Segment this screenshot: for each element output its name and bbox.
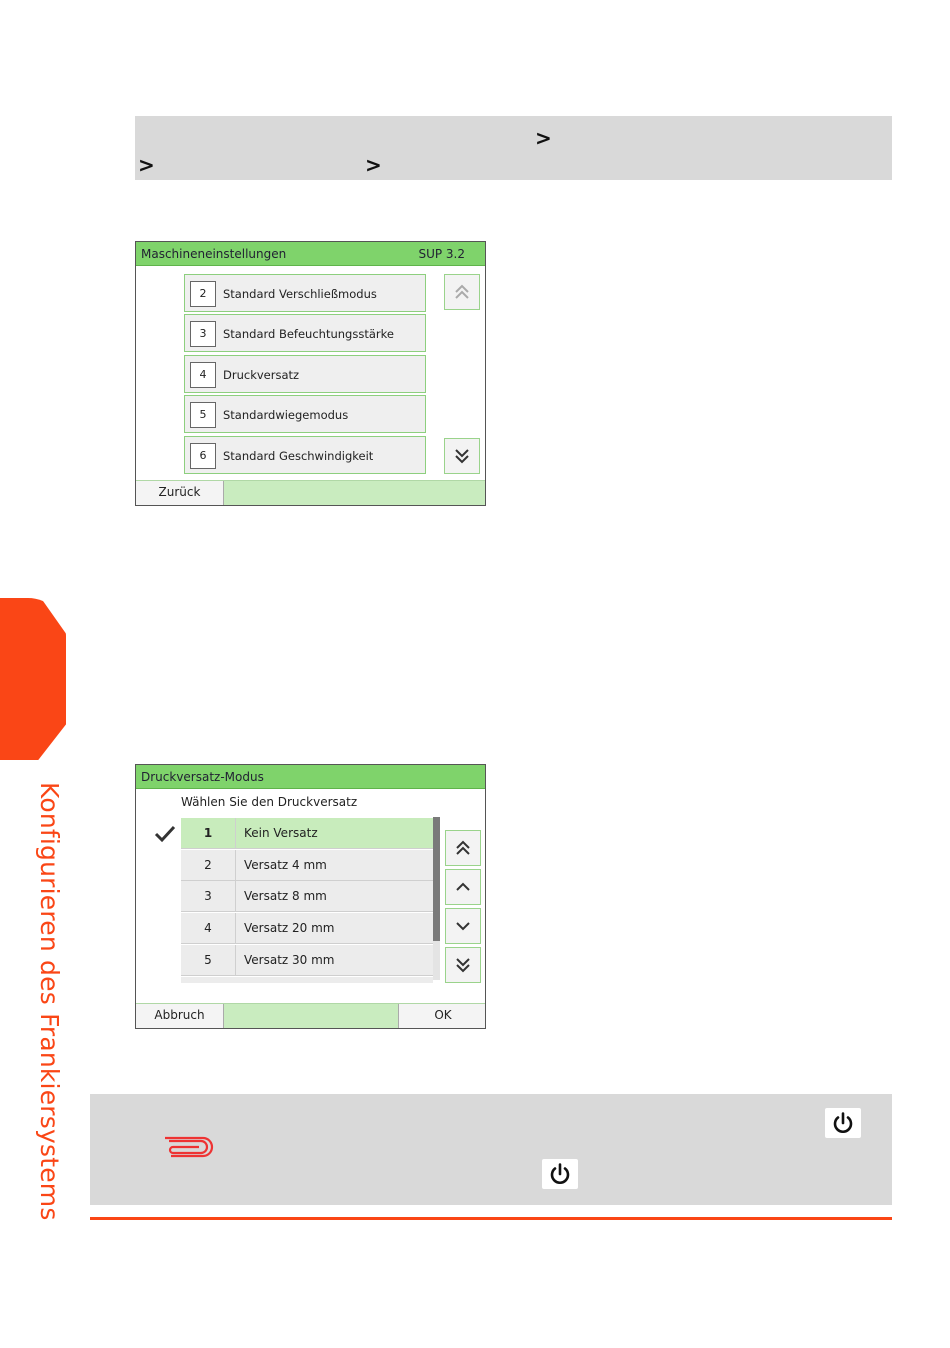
screen-title: Druckversatz-Modus	[141, 770, 264, 784]
chapter-title: Konfigurieren des Frankiersystems	[35, 782, 64, 1221]
item-label: Standard Verschließmodus	[223, 287, 377, 301]
option-number: 2	[181, 850, 236, 880]
path-separator: >	[535, 126, 552, 150]
menu-path-bar	[135, 116, 892, 180]
item-number: 3	[190, 321, 216, 347]
option-row[interactable]	[181, 945, 433, 976]
scrollbar-thumb[interactable]	[433, 817, 440, 941]
menu-item[interactable]	[184, 355, 426, 393]
screen-code: SUP 3.2	[418, 247, 465, 261]
menu-item[interactable]	[184, 436, 426, 474]
page-up-button[interactable]	[444, 274, 480, 310]
menu-item[interactable]	[184, 274, 426, 312]
checkmark-icon	[154, 825, 176, 843]
paperclip-icon	[163, 1134, 215, 1160]
item-label: Standard Befeuchtungsstärke	[223, 327, 394, 341]
option-label: Versatz 8 mm	[244, 889, 327, 903]
option-label: Versatz 4 mm	[244, 858, 327, 872]
double-chevron-up-icon	[454, 839, 472, 857]
power-icon	[542, 1159, 578, 1189]
item-number: 5	[190, 402, 216, 428]
chevron-up-icon	[454, 878, 472, 896]
option-label: Versatz 20 mm	[244, 921, 335, 935]
item-label: Standard Geschwindigkeit	[223, 449, 374, 463]
option-label: Kein Versatz	[244, 826, 318, 840]
chevron-down-icon	[454, 917, 472, 935]
option-number: 1	[181, 818, 236, 848]
section-divider	[90, 1217, 892, 1220]
menu-item[interactable]	[184, 314, 426, 352]
option-row[interactable]	[181, 913, 433, 944]
back-button[interactable]: Zurück	[136, 481, 224, 505]
item-number: 6	[190, 443, 216, 469]
print-offset-screen	[135, 764, 486, 1029]
screen-footer	[136, 1003, 485, 1028]
double-chevron-up-icon	[453, 283, 471, 301]
option-number: 3	[181, 881, 236, 911]
page-down-button[interactable]	[445, 947, 481, 983]
page-down-button[interactable]	[444, 438, 480, 474]
screen-header	[136, 242, 485, 266]
cancel-button[interactable]: Abbruch	[136, 1004, 224, 1028]
item-label: Druckversatz	[223, 368, 300, 382]
option-label: Versatz 30 mm	[244, 953, 335, 967]
path-separator: >	[138, 153, 155, 177]
selection-prompt: Wählen Sie den Druckversatz	[181, 795, 358, 809]
line-down-button[interactable]	[445, 908, 481, 944]
item-number: 4	[190, 362, 216, 388]
option-row[interactable]	[181, 850, 433, 881]
option-row[interactable]	[181, 818, 433, 849]
item-label: Standardwiegemodus	[223, 408, 349, 422]
item-number: 2	[190, 281, 216, 307]
screen-footer	[136, 480, 485, 505]
machine-settings-screen	[135, 241, 486, 506]
ok-button[interactable]: OK	[398, 1004, 486, 1028]
menu-item[interactable]	[184, 395, 426, 433]
page-up-button[interactable]	[445, 830, 481, 866]
option-row[interactable]	[181, 881, 433, 912]
double-chevron-down-icon	[453, 447, 471, 465]
power-icon	[825, 1108, 861, 1138]
note-box	[90, 1094, 892, 1205]
screen-header	[136, 765, 485, 789]
double-chevron-down-icon	[454, 956, 472, 974]
side-tab-marker	[0, 598, 66, 760]
list-scrollbar[interactable]	[433, 817, 440, 980]
option-row-partial	[181, 977, 433, 983]
path-separator: >	[365, 153, 382, 177]
option-number: 4	[181, 913, 236, 943]
screen-title: Maschineneinstellungen	[141, 247, 287, 261]
option-number: 5	[181, 945, 236, 975]
line-up-button[interactable]	[445, 869, 481, 905]
